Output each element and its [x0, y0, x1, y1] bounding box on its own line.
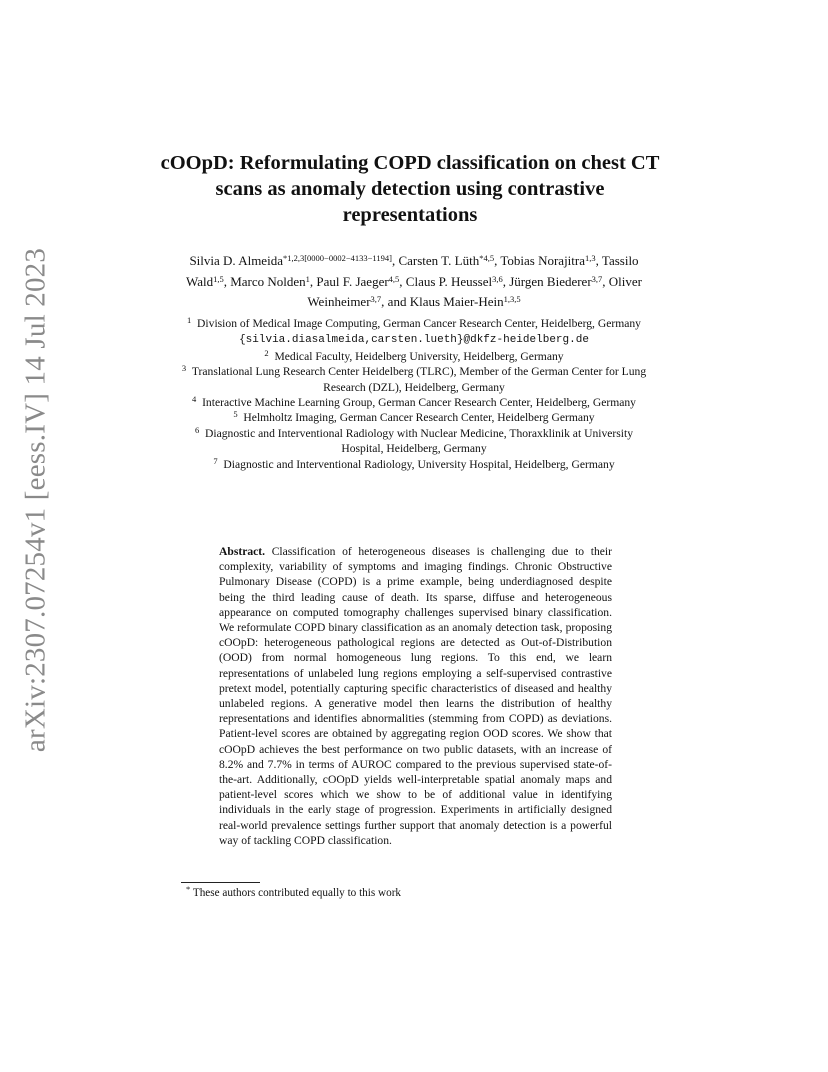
author — [500, 253, 602, 268]
paper-title: cOOpD: Reformulating COPD classification on chest CT scans as anomaly detection using contrastive representations — [160, 152, 660, 226]
affiliation-number: 5 — [233, 409, 238, 420]
author-affiliation-marks: *1,2,3[0000−0002−4133−1194] — [282, 253, 392, 263]
author-name: Claus P. Heussel — [405, 273, 493, 289]
author-name: Tobias Norajitra — [500, 253, 586, 268]
affiliation-number: 7 — [213, 455, 218, 466]
affiliation-number: 6 — [194, 424, 200, 435]
affiliation-number: 2 — [264, 347, 269, 358]
affiliation — [176, 457, 652, 472]
author-affiliation-marks: 1,5 — [213, 273, 224, 284]
author-name: Paul F. Jaeger — [316, 273, 389, 289]
footnote-mark: * — [186, 884, 191, 894]
author — [189, 253, 398, 268]
affiliation — [176, 426, 652, 457]
affiliation-text: Interactive Machine Learning Group, German Cancer Research Center, Heidelberg, Germany — [202, 396, 636, 410]
author-affiliation-marks: 3,7 — [591, 273, 603, 284]
author — [509, 274, 609, 289]
affiliation-email[interactable]: {silvia.diasalmeida,carsten.lueth}@dkfz-heidelberg.de — [239, 334, 589, 347]
affiliation — [176, 364, 652, 395]
footnote — [186, 886, 401, 901]
author-name: Oliver Weinheimer — [307, 273, 643, 309]
footnote-rule — [181, 882, 260, 883]
affiliation-text: Division of Medical Image Computing, German Cancer Research Center, Heidelberg, Germany — [197, 317, 641, 330]
author-separator: , — [494, 253, 501, 268]
author-name: Tassilo Wald — [185, 253, 639, 289]
author-separator: , — [595, 253, 602, 268]
author-affiliation-marks: *4,5 — [479, 253, 495, 263]
author — [230, 274, 316, 289]
affiliation-text: Medical Faculty, Heidelberg University, Heidelberg, Germany — [274, 349, 564, 363]
affiliation-text: Translational Lung Research Center Heidelberg (TLRC), Member of the German Center for Lung Research (DZL), Heidelberg, Germany — [191, 365, 647, 394]
abstract-body: Classification of heterogeneous diseases is challenging due to their complexity, variability of symptoms and imaging findings. Chronic Obstructive Pulmonary Disease (COPD) is a prime example, being underdiagnosed despite being the third leading cause of death. Its sparse, diffuse and heterogeneous appearance on computed tomography challenges supervised binary classification. We reformulate COPD binary classification as an anomaly detection task, proposing cOOpD: heterogeneous pathological regions are detected as Out-of-Distribution (OOD) from normal homogeneous lung regions. To this end, we learn representations of unlabeled lung regions employing a self-supervised contrastive pretext model, potentially capturing specific characteristics of diseased and healthy unlabeled regions. A generative model then learns the distribution of healthy representations and identifies abnormalities (stemming from COPD) as deviations. Patient-level scores are obtained by aggregating region OOD scores. We show that cOOpD achieves the best performance on two public datasets, with an increase of 8.2% and 7.7% in terms of AUROC compared to the previous supervised state-of-the-art. Additionally, cOOpD yields well-interpretable spatial anomaly maps and patient-level scores which we show to be of additional value in identifying individuals in the early stage of progression. Experiments in artificially designed real-world prevalence settings further support that anomaly detection is a powerful way of tackling COPD classification. — [219, 545, 612, 847]
author-separator: , — [391, 253, 399, 268]
affiliation-number: 3 — [181, 363, 187, 374]
affiliation-text: Diagnostic and Interventional Radiology, University Hospital, Heidelberg, Germany — [223, 457, 615, 471]
affiliation — [176, 316, 652, 349]
author-affiliation-marks: 1,3,5 — [503, 294, 521, 304]
arxiv-identifier: arXiv:2307.07254v1 [eess.IV] 14 Jul 2023 — [19, 247, 52, 753]
author — [406, 274, 509, 289]
author — [410, 294, 521, 309]
arxiv-sidebar — [12, 247, 60, 753]
abstract-heading: Abstract. — [219, 545, 266, 558]
author-name: Jürgen Biederer — [509, 273, 592, 289]
affiliation — [176, 349, 652, 364]
affiliation-text: Diagnostic and Interventional Radiology with Nuclear Medicine, Thoraxklinik at University Hospital, Heidelberg, Germany — [205, 426, 634, 456]
author-list — [176, 251, 652, 313]
affiliation-number: 1 — [187, 315, 192, 325]
author-affiliation-marks: 3,6 — [492, 273, 503, 284]
author-affiliation-marks: 4,5 — [388, 273, 400, 284]
affiliation-number: 4 — [192, 394, 197, 405]
author-name: Klaus Maier-Hein — [409, 294, 504, 309]
affiliation-list — [176, 316, 652, 472]
author-affiliation-marks: 1,3 — [585, 253, 596, 263]
author-name: Silvia D. Almeida — [189, 253, 283, 268]
affiliation-text: Helmholtz Imaging, German Cancer Research Center, Heidelberg Germany — [243, 411, 595, 425]
abstract — [219, 544, 612, 848]
author-separator: , — [502, 273, 510, 289]
author-name: Marco Nolden — [230, 273, 306, 289]
author-name: Carsten T. Lüth — [398, 253, 480, 268]
author-affiliation-marks: 1 — [305, 273, 310, 284]
author-separator: , — [602, 273, 609, 289]
author — [316, 274, 405, 289]
affiliation — [176, 395, 652, 410]
author-separator: , and — [381, 294, 410, 309]
author — [398, 253, 500, 268]
author-separator: , — [223, 273, 231, 289]
footnote-text: These authors contributed equally to this work — [192, 887, 402, 899]
affiliation — [176, 410, 652, 425]
author-affiliation-marks: 3,7 — [370, 294, 382, 304]
author-separator: , — [309, 273, 317, 289]
author-separator: , — [399, 273, 406, 289]
